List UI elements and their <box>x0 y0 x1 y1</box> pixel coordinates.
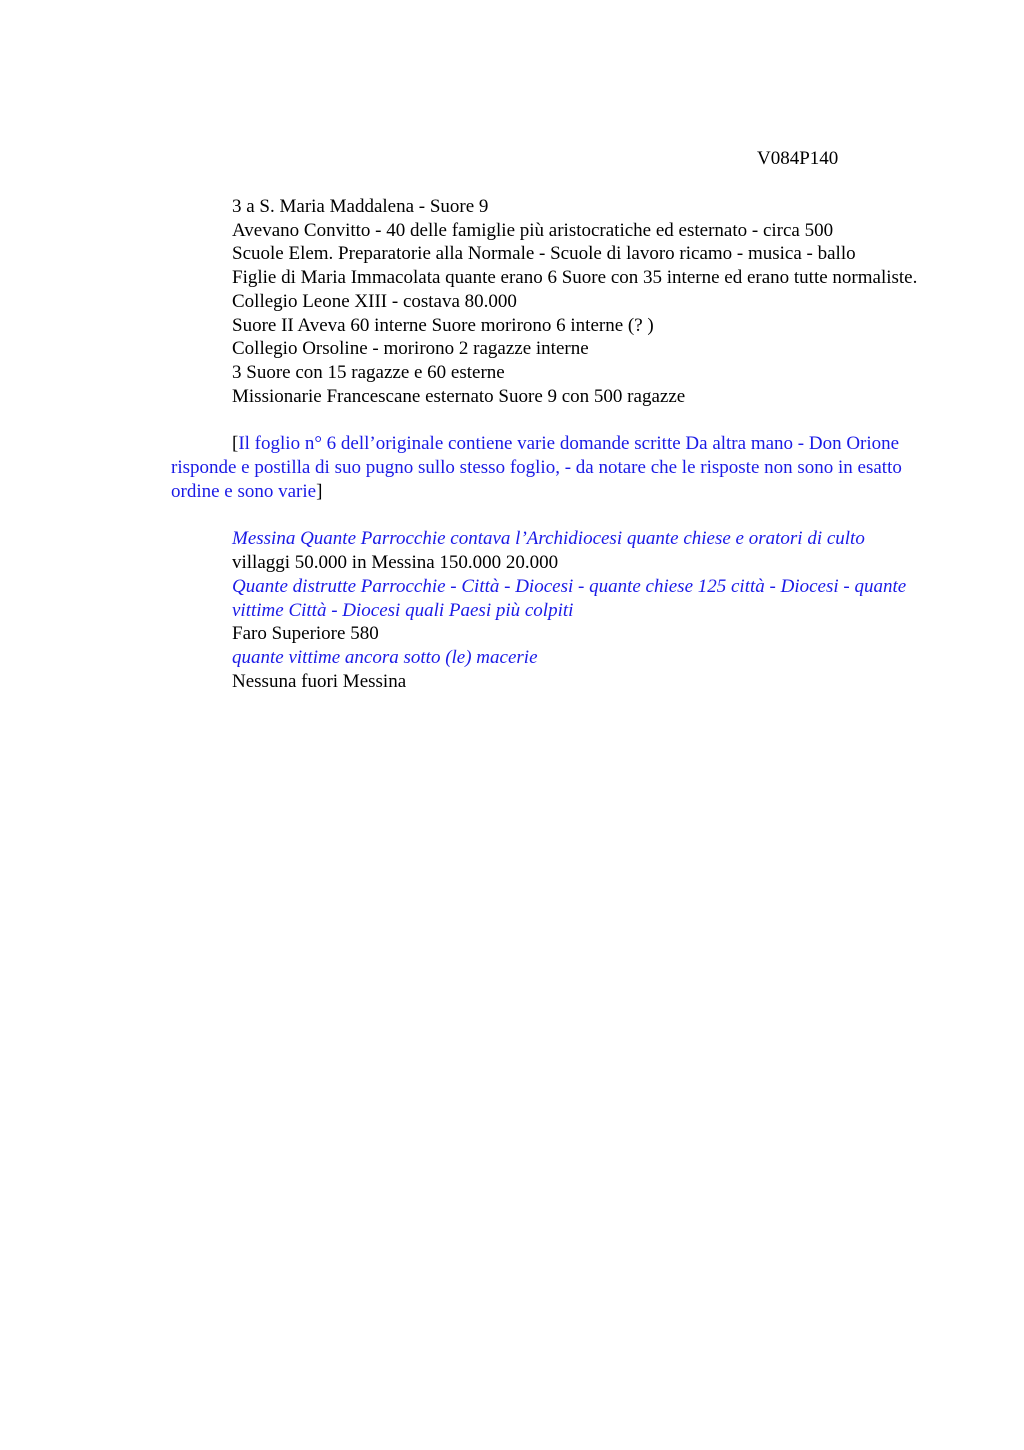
text-line: Suore II Aveva 60 interne Suore morirono 6 interne (? ) <box>232 314 654 336</box>
question-line: Messina Quante Parrocchie contava l’Archidiocesi quante chiese e oratori di culto <box>232 528 865 550</box>
text-line: 3 Suore con 15 ragazze e 60 esterne <box>232 361 505 383</box>
answer-line: Faro Superiore 580 <box>232 623 379 645</box>
answer-line: villaggi 50.000 in Messina 150.000 20.000 <box>232 552 559 574</box>
answer-line: Nessuna fuori Messina <box>232 670 407 692</box>
note-close-bracket: ] <box>316 480 323 502</box>
text-line: Collegio Leone XIII - costava 80.000 <box>232 290 517 312</box>
note-open-bracket: [ <box>232 433 239 455</box>
document-code: V084P140 <box>757 148 839 169</box>
text-line: Collegio Orsoline - morirono 2 ragazze interne <box>232 338 589 360</box>
document-body <box>171 195 931 693</box>
text-paragraph: Figlie di Maria Immacolata quante erano 6 Suore con 35 interne ed erano tutte normaliste. <box>232 267 918 289</box>
text-line: Avevano Convitto - 40 delle famiglie più aristocratiche ed esternato - circa 500 <box>232 219 834 241</box>
editorial-note <box>171 432 931 503</box>
question-line: Quante distrutte Parrocchie - Città - Diocesi - quante chiese 125 città - Diocesi - quante vittime Città - Diocesi quali Paesi più colpiti <box>232 575 907 621</box>
question-line: quante vittime ancora sotto (le) macerie <box>232 646 538 668</box>
text-line: Missionarie Francescane esternato Suore 9 con 500 ragazze <box>232 385 686 407</box>
note-text: Il foglio n° 6 dell’originale contiene varie domande scritte Da altra mano - Don Orione risponde e postilla di suo pugno sullo stesso foglio, - da notare che le risposte non sono in esatto ordine e sono varie <box>171 433 902 502</box>
text-line: Scuole Elem. Preparatorie alla Normale - Scuole di lavoro ricamo - musica - ballo <box>232 243 856 265</box>
text-line: 3 a S. Maria Maddalena - Suore 9 <box>232 196 489 217</box>
spacer <box>171 408 931 432</box>
spacer <box>171 503 931 527</box>
